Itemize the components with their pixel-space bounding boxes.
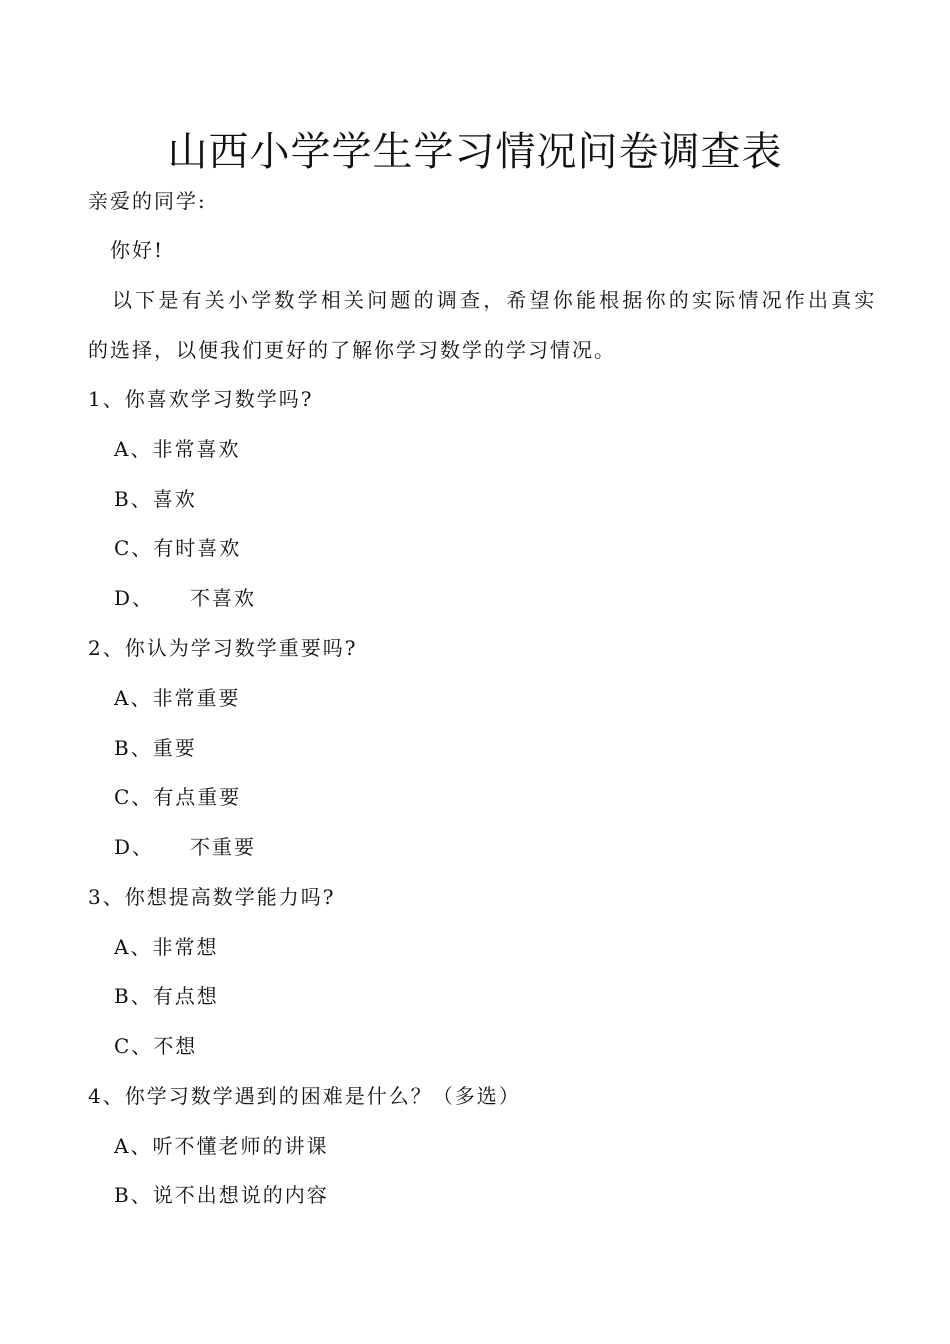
intro-line-1: 以下是有关小学数学相关问题的调查，希望你能根据你的实际情况作出真实 bbox=[112, 288, 878, 312]
q1-option-a bbox=[114, 434, 240, 464]
intro-line-2: 的选择，以便我们更好的了解你学习数学的学习情况。 bbox=[88, 338, 616, 362]
option-letter: A、 bbox=[114, 1134, 153, 1158]
option-text: 非常喜欢 bbox=[152, 437, 241, 461]
option-text: 不重要 bbox=[190, 835, 257, 859]
option-letter: D、 bbox=[114, 586, 155, 610]
q3-option-b bbox=[114, 981, 219, 1011]
option-text: 不想 bbox=[153, 1034, 198, 1058]
option-text: 听不懂老师的讲课 bbox=[152, 1134, 329, 1158]
option-text: 非常重要 bbox=[152, 686, 241, 710]
q4-option-a bbox=[114, 1131, 328, 1161]
q3-option-c bbox=[114, 1031, 197, 1061]
q1-option-d bbox=[114, 583, 256, 613]
option-letter: A、 bbox=[114, 935, 153, 959]
question-1: 1、你喜欢学习数学吗? bbox=[88, 387, 314, 411]
option-letter: D、 bbox=[114, 835, 155, 859]
greeting: 亲爱的同学: bbox=[88, 189, 207, 213]
option-letter: A、 bbox=[114, 437, 153, 461]
option-letter: A、 bbox=[114, 686, 153, 710]
q1-option-c bbox=[114, 533, 241, 563]
option-text: 非常想 bbox=[152, 935, 219, 959]
option-text: 有点重要 bbox=[153, 785, 242, 809]
option-letter: B、 bbox=[114, 736, 153, 760]
option-text: 喜欢 bbox=[152, 487, 197, 511]
option-letter: B、 bbox=[114, 487, 153, 511]
q3-option-a bbox=[114, 932, 218, 962]
option-text: 有时喜欢 bbox=[153, 536, 242, 560]
option-letter: C、 bbox=[114, 1034, 154, 1058]
q4-option-b bbox=[114, 1180, 329, 1210]
hello-text: 你好! bbox=[110, 238, 165, 262]
q1-option-b bbox=[114, 484, 197, 514]
option-letter: B、 bbox=[114, 1183, 153, 1207]
page-title: 山西小学学生学习情况问卷调查表 bbox=[167, 129, 783, 175]
option-letter: C、 bbox=[114, 785, 154, 809]
option-text: 说不出想说的内容 bbox=[152, 1183, 329, 1207]
option-text: 不喜欢 bbox=[190, 586, 257, 610]
option-letter: C、 bbox=[114, 536, 154, 560]
q2-option-a bbox=[114, 683, 240, 713]
option-letter: B、 bbox=[114, 984, 153, 1008]
q2-option-c bbox=[114, 782, 241, 812]
question-2: 2、你认为学习数学重要吗? bbox=[88, 636, 358, 660]
q2-option-b bbox=[114, 733, 197, 763]
q2-option-d bbox=[114, 832, 256, 862]
question-4: 4、你学习数学遇到的困难是什么？（多选） bbox=[88, 1084, 521, 1108]
question-3: 3、你想提高数学能力吗? bbox=[88, 885, 336, 909]
option-text: 重要 bbox=[152, 736, 197, 760]
option-text: 有点想 bbox=[152, 984, 219, 1008]
